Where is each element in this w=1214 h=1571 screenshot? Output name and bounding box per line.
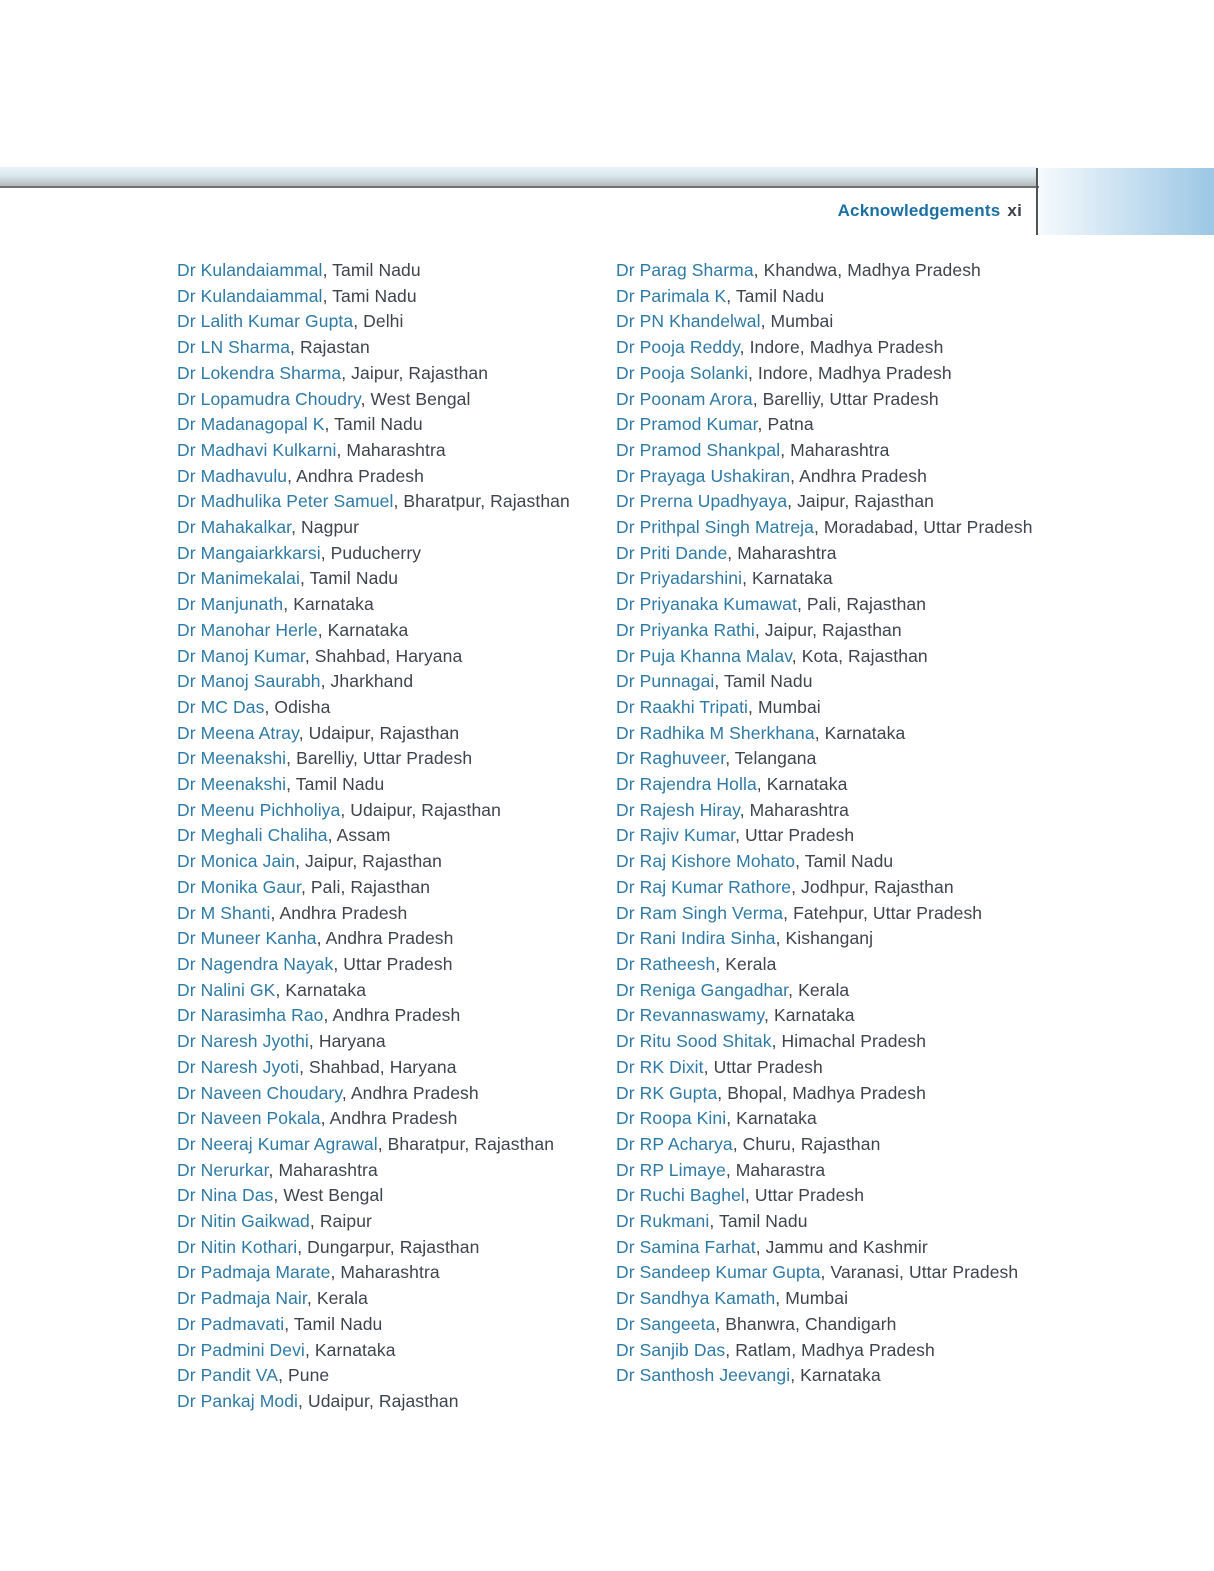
doctor-location: , Tamil Nadu [324, 414, 423, 435]
acknowledgement-entry [177, 284, 597, 310]
acknowledgement-entry [616, 644, 1040, 670]
acknowledgement-entry [616, 849, 1040, 875]
doctor-name: Dr Nitin Gaikwad [177, 1211, 310, 1232]
acknowledgement-entry [177, 464, 597, 490]
doctor-name: Dr MC Das [177, 696, 265, 717]
acknowledgement-entry [616, 464, 1040, 490]
acknowledgement-entry [616, 926, 1040, 952]
doctor-name: Dr Rani Indira Sinha [616, 928, 776, 949]
header-rule [0, 186, 1075, 188]
acknowledgement-entry [177, 309, 597, 335]
acknowledgement-entry [177, 721, 597, 747]
doctor-name: Dr Ruchi Baghel [616, 1185, 745, 1206]
doctor-location: , Dungarpur, Rajasthan [297, 1236, 480, 1257]
doctor-name: Dr Punnagai [616, 671, 715, 692]
acknowledgement-entry [177, 798, 597, 824]
acknowledgement-entry [616, 1312, 1040, 1338]
acknowledgement-entry [177, 1260, 597, 1286]
page-title: Acknowledgements [837, 201, 1001, 220]
doctor-location: , Ratlam, Madhya Pradesh [725, 1339, 935, 1360]
doctor-name: Dr Sangeeta [616, 1313, 716, 1334]
doctor-name: Dr Nerurkar [177, 1159, 269, 1180]
acknowledgement-entry [177, 335, 597, 361]
header-gradient-band [0, 167, 1037, 186]
doctor-location: , Tamil Nadu [795, 851, 894, 872]
acknowledgement-entry [177, 361, 597, 387]
doctor-name: Dr Raghuveer [616, 748, 726, 769]
acknowledgement-entry [177, 489, 597, 515]
acknowledgement-entry [616, 1363, 1040, 1389]
acknowledgement-entry [616, 798, 1040, 824]
doctor-name: Dr Nagendra Nayak [177, 953, 334, 974]
doctor-location: , Kishanganj [775, 928, 874, 949]
acknowledgement-entry [616, 258, 1040, 284]
doctor-location: , Andhra Pradesh [790, 465, 927, 486]
doctor-location: , Jaipur, Rajasthan [341, 362, 489, 383]
doctor-location: , Bharatpur, Rajasthan [377, 1133, 555, 1154]
page-number: xi [1007, 201, 1022, 220]
doctor-name: Dr Madanagopal K [177, 414, 325, 435]
acknowledgement-entry [177, 258, 597, 284]
acknowledgement-entry [177, 1081, 597, 1107]
doctor-location: , Kerala [306, 1288, 369, 1309]
doctor-location: , Uttar Pradesh [735, 825, 855, 846]
doctor-location: , Andhra Pradesh [270, 902, 408, 923]
doctor-location: , Bhanwra, Chandigarh [715, 1313, 897, 1334]
doctor-name: Dr Manohar Herle [177, 619, 318, 640]
acknowledgement-entry [616, 284, 1040, 310]
doctor-location: , Maharashtra [780, 439, 890, 460]
acknowledgement-entry [616, 721, 1040, 747]
doctor-location: , Tamil Nadu [284, 1313, 383, 1334]
doctor-location: , West Bengal [360, 388, 471, 409]
doctor-location: , Karnataka [275, 979, 367, 1000]
acknowledgement-entry [616, 901, 1040, 927]
doctor-location: , Uttar Pradesh [333, 953, 453, 974]
doctor-location: , Maharashtra [336, 439, 446, 460]
doctor-name: Dr Pramod Shankpal [616, 439, 781, 460]
acknowledgement-entry [177, 669, 597, 695]
doctor-location: , Assam [327, 825, 391, 846]
doctor-name: Dr Raakhi Tripati [616, 696, 749, 717]
doctor-name: Dr Kulandaiammal [177, 260, 323, 280]
acknowledgement-entry [177, 978, 597, 1004]
doctor-location: , Karnataka [304, 1339, 396, 1360]
doctor-location: , Andhra Pradesh [341, 1082, 479, 1103]
doctor-name: Dr RP Acharya [616, 1133, 733, 1154]
doctor-name: Dr M Shanti [177, 902, 271, 923]
acknowledgement-entry [177, 1003, 597, 1029]
doctor-name: Dr Samina Farhat [616, 1236, 756, 1257]
acknowledgement-entry [616, 1055, 1040, 1081]
acknowledgement-entry [616, 669, 1040, 695]
acknowledgement-entry [616, 335, 1040, 361]
doctor-location: , Pune [278, 1365, 330, 1386]
doctor-location: , Telangana [725, 748, 817, 769]
doctor-name: Dr Sanjib Das [616, 1339, 726, 1360]
doctor-location: , Moradabad, Uttar Pradesh [814, 517, 1033, 538]
doctor-location: , Kerala [788, 979, 850, 1000]
acknowledgement-entry [177, 1209, 597, 1235]
doctor-name: Dr Meenu Pichholiya [177, 799, 341, 820]
doctor-name: Dr Madhavi Kulkarni [177, 439, 337, 460]
doctor-location: , Maharashtra [727, 542, 837, 563]
acknowledgement-entry [616, 1158, 1040, 1184]
acknowledgement-entry [177, 746, 597, 772]
doctor-name: Dr Poonam Arora [616, 388, 753, 409]
acknowledgement-entry [616, 978, 1040, 1004]
doctor-name: Dr Priyanka Rathi [616, 619, 755, 640]
doctor-name: Dr Radhika M Sherkhana [616, 722, 815, 743]
acknowledgement-entry [616, 309, 1040, 335]
acknowledgement-entry [616, 695, 1040, 721]
doctor-location: , Maharastra [725, 1159, 826, 1180]
acknowledgement-entry [616, 438, 1040, 464]
acknowledgement-entry [177, 1363, 597, 1389]
doctor-location: , Karnataka [742, 568, 833, 589]
doctor-name: Dr Ritu Sood Shitak [616, 1031, 772, 1052]
doctor-location: , Kerala [715, 953, 777, 974]
doctor-location: , Karnataka [756, 774, 848, 795]
doctor-name: Dr Meenakshi [177, 774, 287, 795]
doctor-location: , Fatehpur, Uttar Pradesh [783, 902, 983, 923]
doctor-location: , Shahbad, Haryana [304, 645, 463, 666]
doctor-location: , Karnataka [814, 722, 906, 743]
acknowledgement-entry [616, 1183, 1040, 1209]
doctor-name: Dr RP Limaye [616, 1159, 726, 1180]
acknowledgement-entry [177, 695, 597, 721]
doctor-location: , Jodhpur, Rajasthan [791, 876, 954, 897]
acknowledgement-entry [616, 772, 1040, 798]
acknowledgement-entry [177, 952, 597, 978]
doctor-location: , Indore, Madhya Pradesh [739, 337, 944, 358]
doctor-location: , Khandwa, Madhya Pradesh [753, 260, 981, 280]
doctor-name: Dr Pramod Kumar [616, 414, 758, 435]
doctor-name: Dr Raj Kumar Rathore [616, 876, 792, 897]
doctor-location: , Maharashtra [268, 1159, 378, 1180]
doctor-name: Dr Madhavulu [177, 465, 288, 486]
acknowledgement-entry [616, 875, 1040, 901]
doctor-name: Dr RK Gupta [616, 1082, 718, 1103]
acknowledgement-entry [616, 1338, 1040, 1364]
doctor-location: , Kota, Rajasthan [791, 645, 928, 666]
acknowledgement-entry [616, 746, 1040, 772]
doctor-name: Dr Parimala K [616, 285, 727, 306]
doctor-location: , Himachal Pradesh [771, 1031, 927, 1052]
doctor-name: Dr Manimekalai [177, 568, 300, 589]
doctor-location: , Tamil Nadu [286, 774, 385, 795]
acknowledgement-entry [616, 1003, 1040, 1029]
acknowledgement-entry [177, 772, 597, 798]
acknowledgement-entry [616, 1081, 1040, 1107]
doctor-location: , Jaipur, Rajasthan [787, 491, 935, 512]
doctor-name: Dr Monica Jain [177, 851, 296, 872]
acknowledgement-entry [177, 1183, 597, 1209]
doctor-name: Dr LN Sharma [177, 337, 291, 358]
acknowledgement-entry [177, 566, 597, 592]
doctor-location: , Andhra Pradesh [320, 1108, 458, 1129]
doctor-location: , Andhra Pradesh [316, 928, 454, 949]
doctor-location: , Mumbai [775, 1288, 849, 1309]
acknowledgement-entry [177, 541, 597, 567]
doctor-name: Dr Naveen Choudary [177, 1082, 342, 1103]
doctor-name: Dr Priti Dande [616, 542, 728, 563]
doctor-name: Dr Rajiv Kumar [616, 825, 736, 846]
acknowledgement-entry [177, 901, 597, 927]
doctor-name: Dr Puja Khanna Malav [616, 645, 792, 666]
doctor-name: Dr Pooja Solanki [616, 362, 748, 383]
acknowledgement-entry [616, 823, 1040, 849]
acknowledgement-entry [616, 618, 1040, 644]
doctor-location: , Jharkhand [320, 671, 414, 692]
doctor-name: Dr Naresh Jyothi [177, 1031, 309, 1052]
doctor-name: Dr Naveen Pokala [177, 1108, 321, 1129]
acknowledgement-entry [177, 412, 597, 438]
acknowledgement-entry [177, 1158, 597, 1184]
doctor-name: Dr Raj Kishore Mohato [616, 851, 796, 872]
doctor-name: Dr Sandhya Kamath [616, 1288, 776, 1309]
doctor-location: , Patna [757, 414, 814, 435]
doctor-name: Dr Reniga Gangadhar [616, 979, 789, 1000]
acknowledgement-entry [616, 1209, 1040, 1235]
doctor-name: Dr Padmavati [177, 1313, 285, 1334]
left-column [177, 258, 597, 1415]
acknowledgement-entry [177, 438, 597, 464]
running-header [0, 201, 1022, 221]
doctor-name: Dr Kulandaiammal [177, 285, 323, 306]
doctor-name: Dr Rajesh Hiray [616, 799, 740, 820]
doctor-name: Dr Nalini GK [177, 979, 276, 1000]
acknowledgement-entry [616, 1029, 1040, 1055]
doctor-location: , Tamil Nadu [726, 285, 825, 306]
doctor-location: , Uttar Pradesh [703, 1056, 823, 1077]
acknowledgement-entry [177, 618, 597, 644]
doctor-name: Dr Nitin Kothari [177, 1236, 298, 1257]
doctor-name: Dr Meenakshi [177, 748, 287, 769]
doctor-location: , Shahbad, Haryana [299, 1056, 457, 1077]
doctor-name: Dr RK Dixit [616, 1056, 704, 1077]
doctor-name: Dr Manoj Kumar [177, 645, 305, 666]
acknowledgement-entry [616, 1132, 1040, 1158]
doctor-location: , Odisha [264, 696, 331, 717]
acknowledgement-entry [177, 1055, 597, 1081]
doctor-location: , Pali, Rajasthan [796, 594, 927, 615]
doctor-location: , Indore, Madhya Pradesh [747, 362, 952, 383]
doctor-location: , Maharashtra [739, 799, 849, 820]
doctor-name: Dr Nina Das [177, 1185, 274, 1206]
doctor-location: , Andhra Pradesh [287, 465, 424, 486]
doctor-location: , Raipur [309, 1211, 372, 1232]
acknowledgement-entry [177, 387, 597, 413]
doctor-name: Dr Ram Singh Verma [616, 902, 784, 923]
doctor-location: , Delhi [353, 311, 404, 332]
acknowledgement-entry [177, 1235, 597, 1261]
doctor-name: Dr Prayaga Ushakiran [616, 465, 791, 486]
doctor-name: Dr Mangaiarkkarsi [177, 542, 321, 563]
doctor-name: Dr Santhosh Jeevangi [616, 1365, 791, 1386]
doctor-name: Dr Narasimha Rao [177, 1005, 324, 1026]
doctor-name: Dr Rukmani [616, 1211, 710, 1232]
doctor-name: Dr Lopamudra Choudry [177, 388, 361, 409]
doctor-name: Dr Ratheesh [616, 953, 716, 974]
acknowledgement-entry [177, 1132, 597, 1158]
doctor-location: , Uttar Pradesh [744, 1185, 865, 1206]
doctor-location: , Karnataka [790, 1365, 881, 1386]
acknowledgement-entry [616, 489, 1040, 515]
acknowledgement-entry [177, 592, 597, 618]
doctor-name: Dr Priyadarshini [616, 568, 743, 589]
doctor-name: Dr Parag Sharma [616, 260, 754, 280]
doctor-location: , Pali, Rajasthan [300, 876, 431, 897]
doctor-name: Dr Pankaj Modi [177, 1390, 299, 1411]
doctor-name: Dr Madhulika Peter Samuel [177, 491, 394, 512]
doctor-name: Dr Rajendra Holla [616, 774, 757, 795]
doctor-name: Dr Padmaja Marate [177, 1262, 331, 1283]
acknowledgement-entry [616, 515, 1040, 541]
acknowledgement-entry [616, 566, 1040, 592]
doctor-location: , Andhra Pradesh [323, 1005, 461, 1026]
acknowledgement-entry [177, 849, 597, 875]
doctor-location: , Tamil Nadu [709, 1211, 808, 1232]
acknowledgement-entry [616, 1260, 1040, 1286]
doctor-location: , Varanasi, Uttar Pradesh [820, 1262, 1019, 1283]
doctor-location: , Rajastan [290, 337, 370, 358]
doctor-location: , Puducherry [320, 542, 422, 563]
doctor-name: Dr Manjunath [177, 594, 284, 615]
doctor-name: Dr Naresh Jyoti [177, 1056, 300, 1077]
doctor-name: Dr Pooja Reddy [616, 337, 740, 358]
doctor-location: , Barelliy, Uttar Pradesh [752, 388, 939, 409]
doctor-location: , Mumbai [748, 696, 821, 717]
doctor-name: Dr Sandeep Kumar Gupta [616, 1262, 821, 1283]
doctor-name: Dr Meena Atray [177, 722, 299, 743]
doctor-location: , Barelliy, Uttar Pradesh [286, 748, 473, 769]
acknowledgement-entry [177, 1286, 597, 1312]
header-blue-gradient-box [1039, 168, 1214, 235]
acknowledgement-entry [616, 541, 1040, 567]
doctor-location: , Mumbai [760, 311, 834, 332]
acknowledgement-entry [616, 592, 1040, 618]
header-vertical-rule [1036, 168, 1038, 235]
doctor-name: Dr Manoj Saurabh [177, 671, 321, 692]
acknowledgement-entry [177, 875, 597, 901]
acknowledgement-entry [616, 361, 1040, 387]
doctor-location: , West Bengal [273, 1185, 384, 1206]
doctor-location: , Churu, Rajasthan [732, 1133, 881, 1154]
doctor-location: , Karnataka [726, 1108, 817, 1129]
acknowledgement-entry [177, 1029, 597, 1055]
doctor-name: Dr Muneer Kanha [177, 928, 317, 949]
doctor-name: Dr Pandit VA [177, 1365, 279, 1386]
doctor-location: , Tamil Nadu [322, 260, 421, 280]
acknowledgement-entry [177, 644, 597, 670]
acknowledgement-entry [616, 952, 1040, 978]
doctor-location: , Udaipur, Rajasthan [298, 722, 460, 743]
doctor-location: , Jaipur, Rajasthan [754, 619, 902, 640]
acknowledgement-entry [616, 1286, 1040, 1312]
doctor-location: , Tamil Nadu [299, 568, 399, 589]
doctor-location: , Karnataka [317, 619, 409, 640]
acknowledgement-entry [177, 926, 597, 952]
doctor-name: Dr Meghali Chaliha [177, 825, 328, 846]
doctor-location: , Nagpur [291, 517, 360, 538]
doctor-name: Dr Mahakalkar [177, 517, 292, 538]
right-column [616, 258, 1040, 1415]
doctor-location: , Tamil Nadu [714, 671, 813, 692]
doctor-name: Dr Lokendra Sharma [177, 362, 342, 383]
doctor-name: Dr Lalith Kumar Gupta [177, 311, 354, 332]
acknowledgement-entry [177, 515, 597, 541]
acknowledgement-entry [616, 387, 1040, 413]
doctor-location: , Bhopal, Madhya Pradesh [717, 1082, 926, 1103]
acknowledgement-entry [616, 1106, 1040, 1132]
doctor-name: Dr Prerna Upadhyaya [616, 491, 788, 512]
doctor-name: Dr Priyanaka Kumawat [616, 594, 797, 615]
doctor-location: , Udaipur, Rajasthan [340, 799, 501, 820]
acknowledgement-entry [177, 1338, 597, 1364]
acknowledgement-entry [616, 1235, 1040, 1261]
doctor-location: , Karnataka [764, 1005, 855, 1026]
doctor-location: , Jaipur, Rajasthan [295, 851, 442, 872]
acknowledgement-entry [177, 1312, 597, 1338]
doctor-name: Dr Padmaja Nair [177, 1288, 307, 1309]
acknowledgement-entry [177, 823, 597, 849]
doctor-name: Dr Padmini Devi [177, 1339, 305, 1360]
acknowledgements-list [177, 258, 1040, 1415]
doctor-name: Dr Prithpal Singh Matreja [616, 517, 814, 538]
doctor-location: , Udaipur, Rajasthan [298, 1390, 459, 1411]
doctor-location: , Tami Nadu [322, 285, 417, 306]
doctor-location: , Karnataka [283, 594, 374, 615]
acknowledgement-entry [177, 1106, 597, 1132]
doctor-location: , Jammu and Kashmir [755, 1236, 928, 1257]
doctor-name: Dr Neeraj Kumar Agrawal [177, 1133, 378, 1154]
doctor-name: Dr Revannaswamy [616, 1005, 765, 1026]
doctor-location: , Maharashtra [330, 1262, 440, 1283]
doctor-name: Dr Monika Gaur [177, 876, 301, 897]
doctor-name: Dr PN Khandelwal [616, 311, 761, 332]
doctor-name: Dr Roopa Kini [616, 1108, 727, 1129]
acknowledgement-entry [616, 412, 1040, 438]
doctor-location: , Haryana [308, 1031, 386, 1052]
acknowledgement-entry [177, 1389, 597, 1415]
doctor-location: , Bharatpur, Rajasthan [393, 491, 570, 512]
